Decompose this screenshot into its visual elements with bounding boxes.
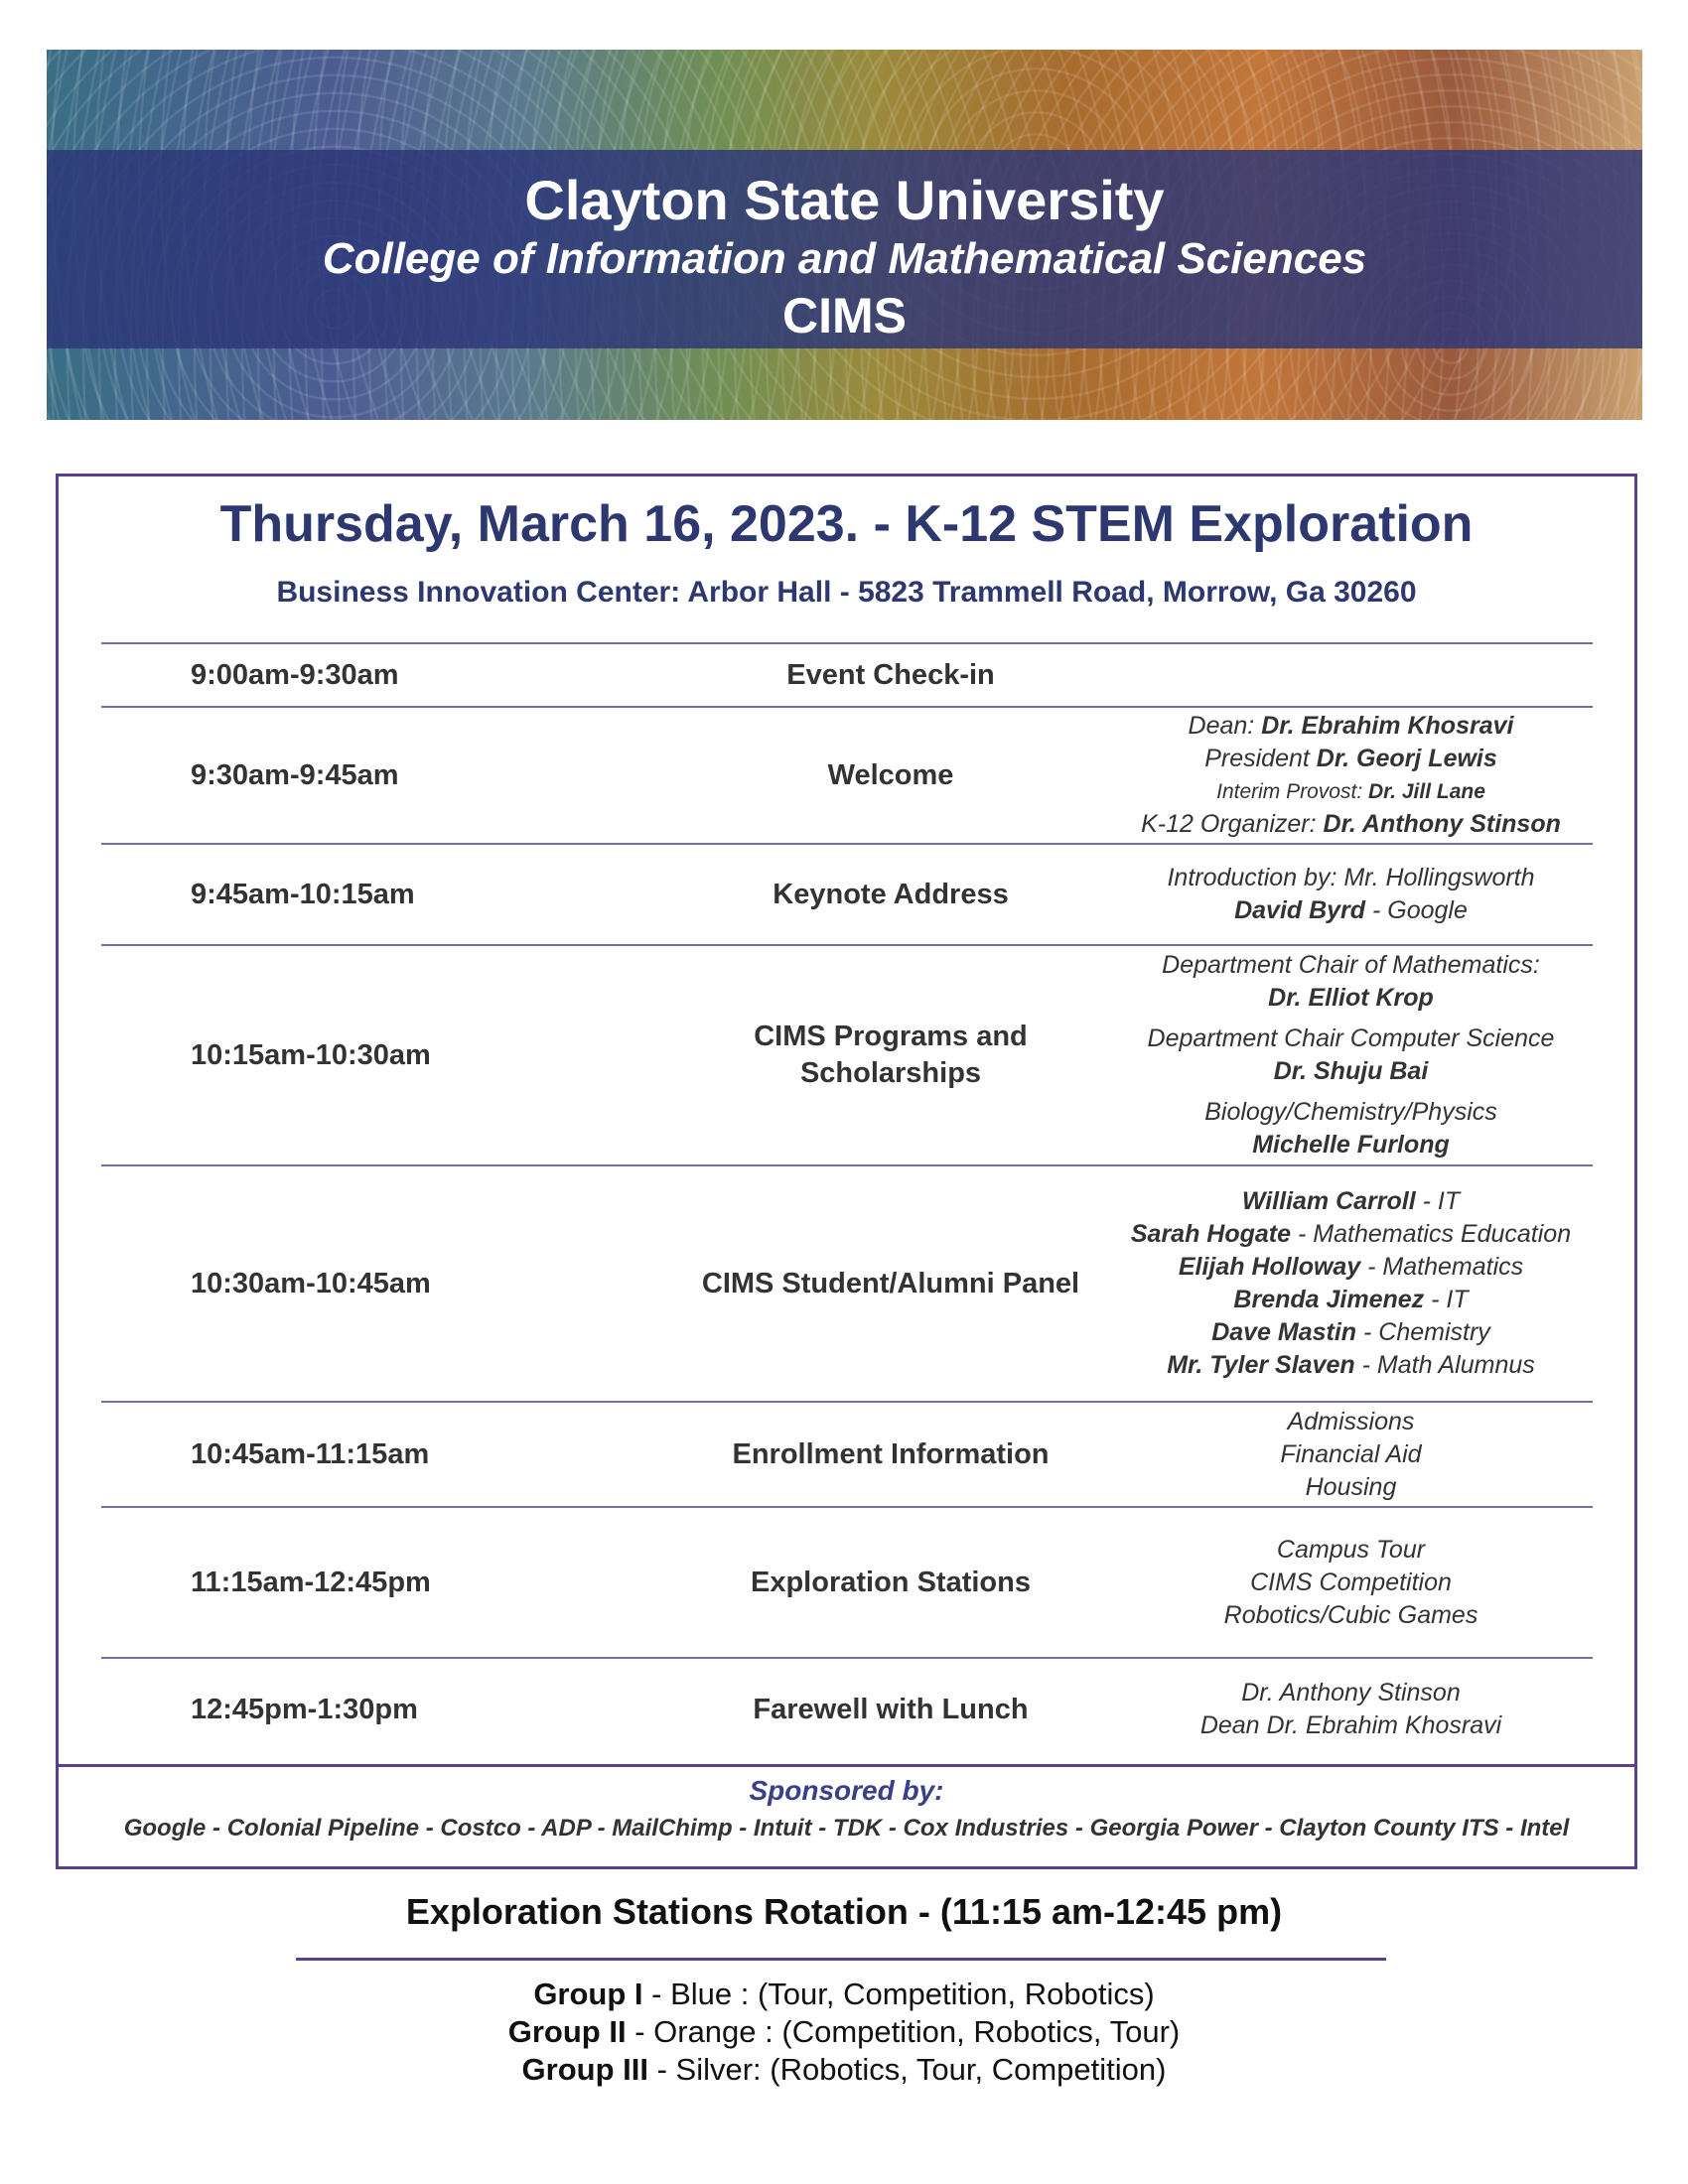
- person-name: David Byrd: [1234, 896, 1366, 924]
- schedule-row-enrollment: [101, 1401, 1593, 1506]
- list-item: Campus Tour: [1276, 1535, 1426, 1564]
- role-label: Interim Provost:: [1216, 780, 1368, 803]
- schedule-row-checkin: [101, 642, 1593, 706]
- row-people: [1109, 1534, 1593, 1632]
- group-name: Group I: [533, 1977, 643, 2011]
- row-people: [1109, 949, 1593, 1161]
- row-people: [1109, 862, 1593, 927]
- list-item: Robotics/Cubic Games: [1223, 1600, 1478, 1629]
- row-time: 12:45pm-1:30pm: [191, 1693, 418, 1725]
- panelist: [1109, 1218, 1593, 1251]
- row-time: 10:30am-10:45am: [191, 1267, 431, 1299]
- event-title: Thursday, March 16, 2023. - K-12 STEM Exploration: [219, 495, 1474, 553]
- row-session: Welcome: [827, 758, 954, 791]
- schedule-row-farewell: [101, 1657, 1593, 1760]
- role-label: Department Chair Computer Science: [1147, 1024, 1555, 1052]
- row-time: 11:15am-12:45pm: [191, 1566, 431, 1598]
- row-time: 10:15am-10:30am: [191, 1038, 431, 1071]
- event-location: Business Innovation Center: Arbor Hall - 5823 Trammell Road, Morrow, Ga 30260: [276, 576, 1417, 609]
- speaker-org: - Google: [1365, 896, 1468, 924]
- person-name: Dr. Shuju Bai: [1273, 1057, 1429, 1085]
- college-acronym: CIMS: [782, 288, 907, 343]
- schedule-table: [101, 642, 1593, 1760]
- university-name: Clayton State University: [524, 169, 1165, 231]
- panelist: [1109, 1284, 1593, 1316]
- row-session: Exploration Stations: [751, 1566, 1031, 1598]
- person-name: Michelle Furlong: [1252, 1131, 1450, 1159]
- role-label: Dean:: [1188, 712, 1262, 740]
- sponsors-section: [59, 1764, 1634, 1869]
- group-detail: - Blue : (Tour, Competition, Robotics): [642, 1977, 1155, 2011]
- panelist: [1109, 1349, 1593, 1382]
- group-line: [0, 1976, 1688, 2013]
- schedule-row-stations: [101, 1506, 1593, 1657]
- row-session: Farewell with Lunch: [753, 1693, 1029, 1725]
- rotation-groups: [0, 1976, 1688, 2089]
- list-item: CIMS Competition: [1250, 1568, 1452, 1596]
- panelist-field: - IT: [1415, 1187, 1461, 1215]
- banner-title-band: [47, 150, 1642, 348]
- row-people: [1109, 710, 1593, 841]
- row-session: [672, 1019, 1109, 1092]
- introducer: Introduction by: Mr. Hollingsworth: [1167, 864, 1535, 891]
- group-name: Group III: [521, 2052, 648, 2087]
- group-line: [0, 2013, 1688, 2051]
- header-banner: [47, 50, 1642, 420]
- person-name: Dave Mastin: [1211, 1318, 1357, 1346]
- group-detail: - Orange : (Competition, Robotics, Tour): [626, 2014, 1181, 2049]
- list-item: Financial Aid: [1280, 1439, 1422, 1468]
- row-people: [1109, 1185, 1593, 1382]
- row-session: CIMS Student/Alumni Panel: [701, 1267, 1080, 1299]
- row-time: 9:00am-9:30am: [191, 658, 399, 691]
- row-people: [1109, 1677, 1593, 1742]
- panelist-field: - Chemistry: [1356, 1318, 1490, 1346]
- sponsors-list: Google - Colonial Pipeline - Costco - ADP - MailChimp - Intuit - TDK - Cox Industries - Georgia Power - Clayton County ITS - Intel: [123, 1815, 1570, 1842]
- person-name: Elijah Holloway: [1178, 1253, 1361, 1281]
- row-session: Event Check-in: [786, 658, 995, 691]
- row-session: Keynote Address: [773, 878, 1009, 910]
- schedule-row-welcome: [101, 706, 1593, 843]
- panelist: [1109, 1185, 1593, 1218]
- panelist-field: - Mathematics: [1360, 1253, 1524, 1281]
- panelist: [1109, 1251, 1593, 1284]
- role-label: Department Chair of Mathematics:: [1162, 951, 1540, 979]
- role-label: Biology/Chemistry/Physics: [1204, 1098, 1497, 1126]
- session-line: Scholarships: [799, 1057, 982, 1089]
- panelist-field: - Math Alumnus: [1354, 1351, 1535, 1379]
- college-name: College of Information and Mathematical Sciences: [322, 234, 1367, 283]
- schedule-row-panel: [101, 1164, 1593, 1401]
- row-session: Enrollment Information: [732, 1437, 1050, 1470]
- row-time: 10:45am-11:15am: [191, 1437, 430, 1470]
- role-label: President: [1204, 745, 1317, 772]
- role-label: K-12 Organizer:: [1141, 810, 1324, 838]
- person-name: Dr. Georj Lewis: [1316, 745, 1497, 772]
- group-line: [0, 2051, 1688, 2089]
- schedule-box: [56, 474, 1637, 1869]
- person-name: William Carroll: [1241, 1187, 1416, 1215]
- panelist-field: - IT: [1424, 1286, 1469, 1313]
- sponsors-label: Sponsored by:: [749, 1775, 944, 1806]
- schedule-row-keynote: [101, 843, 1593, 944]
- panelist-field: - Mathematics Education: [1291, 1220, 1572, 1248]
- session-line: CIMS Programs and: [754, 1021, 1028, 1052]
- list-item: Admissions: [1287, 1407, 1415, 1435]
- person-name: Dr. Jill Lane: [1368, 780, 1485, 803]
- row-people: [1109, 1406, 1593, 1504]
- rotation-divider: [296, 1958, 1386, 1961]
- group-name: Group II: [507, 2014, 627, 2049]
- row-time: 9:30am-9:45am: [191, 758, 399, 791]
- list-item: Housing: [1305, 1472, 1397, 1501]
- panelist: [1109, 1316, 1593, 1349]
- list-item: Dr. Anthony Stinson: [1241, 1679, 1461, 1706]
- rotation-title: Exploration Stations Rotation - (11:15 am-12:45 pm): [405, 1891, 1283, 1932]
- person-name: Brenda Jimenez: [1233, 1286, 1425, 1313]
- schedule-row-programs: [101, 944, 1593, 1164]
- person-name: Dr. Anthony Stinson: [1323, 810, 1561, 838]
- person-name: Mr. Tyler Slaven: [1167, 1351, 1355, 1379]
- person-name: Dr. Ebrahim Khosravi: [1261, 712, 1514, 740]
- list-item: Dean Dr. Ebrahim Khosravi: [1199, 1711, 1502, 1739]
- person-name: Dr. Elliot Krop: [1268, 984, 1434, 1012]
- row-time: 9:45am-10:15am: [191, 878, 415, 910]
- person-name: Sarah Hogate: [1130, 1220, 1292, 1248]
- group-detail: - Silver: (Robotics, Tour, Competition): [647, 2052, 1167, 2087]
